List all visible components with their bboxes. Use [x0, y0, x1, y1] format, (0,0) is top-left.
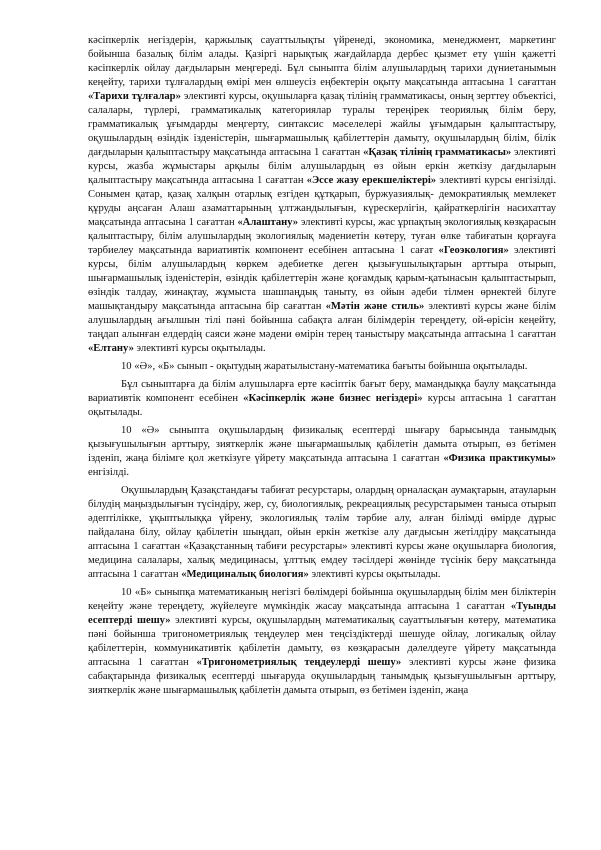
text-run: элективті курсы, оқушылардың математикалық сауаттылығын көтеру, математика пәні бойынша тригонометриялық теңдеулер мен теңсіздіктерді шешуде ойлау, логикалық ойлау қабілеттерін, коммуникативтік қабілетін дамыту, өз көзқарасын дәлелдеуге үйрету мақсатында аптасына 1 сағаттан [88, 615, 556, 668]
text-run: элективті курсы, жас ұрпақтың экологиялық көзқарасын қалыптастыру, білім алушылардың экологиялық мәдениетін көтеру, туған өлке табиғатын қорғауға тәрбиелеу мақсатында вариативтік компонент есебінен аптасына 1 сағат [88, 217, 556, 256]
text-run: Оқушылардың Қазақстандағы табиғат ресурстары, олардың орналасқан аумақтарын, атауларын білудің маңыздылығын түсіндіру, жер, су, биологиялық, рекреациялық ресурстарымен таныса отырып әдептілікке, ұқыптылыққа үйрену, экологиялық тәлім тәрбие алу, алған білімді өмірде дұрыс пайдалана білу, ойлау қабілетін шыңдап, ойын еркін жеткізе алу дағдысын жетілдіру мақсатында аптасына 1 сағаттан «Қазақстанның табиғи ресурстары» элективті курсы және оқушыларға биология, медицина салалары, халық медицинасы, ұлттық емдеу тәсілдері жөнінде түсінік беру мақсатында аптасына 1 сағаттан [88, 485, 556, 580]
text-run: элективті курсы, жазба жұмыстары арқылы білім алушылардың өз ойын еркін жеткізу дағдыларын қалыптастыру мақсатында аптасына 1 сағаттан [88, 147, 556, 186]
paragraph [88, 484, 556, 582]
text-run: элективті курсы және физика сабақтарында физикалық есептерді шығаруда оқушылардың танымдық қызығушылығын арттыру, зияткерлік және шығармашылық қабілетін дамыта отырып, өз бетімен ізденіп, жаңа [88, 657, 556, 696]
text-run: Бұл сыныптарға да білім алушыларға ерте кәсіптік бағыт беру, мамандыққа баулу мақсатында вариативтік компонент есебінен [88, 379, 556, 404]
bold-course-title: «Мәтін және стиль» [325, 301, 425, 312]
paragraph [88, 586, 556, 698]
text-run: элективті курсы, білім алушылардың көркем әдебиетке деген қызығушылықтарын арттыра отырып, шығармашылық ізденістерін, өзіндік қабілеттерін және қоғамдық қарым-қатынасын қалыптастырып, өзіндік талдау, жинақтау, жұмыста шашпаңдық таныту, өз ойын әдеби тілмен өрнектей білуге машықтандыру мақсатында аптасына бір сағаттан [88, 245, 556, 312]
paragraph [88, 360, 556, 374]
text-run: курсы аптасына 1 сағаттан оқытылады. [88, 393, 556, 418]
bold-course-title: «Кәсіпкерлік және бизнес негіздері» [243, 393, 423, 404]
text-run: элективті курсы енгізілді. Сонымен қатар, қазақ халқын отарлық езгіден құтқарып, буржуазиялық- демократиялық мемлекет құруды аңсаған Алаш азаматтарының ұлтжандылығын, күрескерлігін, қайраткерлігін насихаттау мақсатында аптасына 1 сағаттан [88, 175, 556, 228]
text-run: элективті курсы оқытылады. [133, 343, 266, 354]
bold-course-title: «Тарихи тұлғалар» [88, 91, 181, 102]
bold-course-title: «Тригонометриялық теңдеулерді шешу» [196, 657, 402, 668]
document-page [88, 34, 556, 698]
bold-course-title: «Физика практикумы» [443, 453, 556, 464]
text-run: элективті курсы, оқушыларға қазақ тілінің грамматикасы, оның зерттеу объектісі, салалары, түрлері, грамматикалық категориялар туралы тереңірек теориялық білім беру, грамматикалық ұғымдарды меңгерту, синтаксис мәселелері жайлы ұғымдарын қалыптастыру, оқушылардың өзіндік ізденістерін, шығармашылық қабілеттерін дамыту, оқушылардың білім, білік дағдыларын қалыптастыру мақсатында аптасына 1 сағаттан [88, 91, 556, 158]
bold-course-title: «Елтану» [88, 343, 134, 354]
text-run: 10 «Ә», «Б» сынып - оқытудың жаратылыстану-математика бағыты бойынша оқытылады. [121, 361, 528, 372]
paragraph [88, 378, 556, 420]
bold-course-title: «Геоэкология» [438, 245, 509, 256]
bold-course-title: «Алаштану» [237, 217, 299, 228]
bold-course-title: «Медициналық биология» [181, 569, 309, 580]
text-run: элективті курсы және білім алушылардың ағылшын тілі пәні бойынша сабақта алған білімдерін тереңдету, ой-өрісін кеңейту, таңдап алынған елдердің саяси және мәдени өмірін терең таныстыру мақсатында аптасына 1 сағаттан [88, 301, 557, 340]
text-run: 10 «Б» сыныпқа математиканың негізгі бөлімдері бойынша оқушылардың білім мен біліктерін кеңейту және тереңдету, жүйелеуге мүмкіндік жасау мақсатында аптасына 1 сағаттан [88, 587, 556, 612]
text-run: 10 «Ә» сыныпта оқушылардың физикалық есептерді шығару барысында танымдық қызығушылығын арттыру, зияткерлік және шығармашылық қабілетін дамыта отырып, өз бетімен ізденіп, жаңа білімге қол жеткізуге үйрету мақсатында аптасына 1 сағаттан [88, 425, 556, 464]
text-run: элективті курсы оқытылады. [308, 569, 441, 580]
paragraph [88, 424, 556, 480]
paragraph [88, 34, 556, 356]
bold-course-title: «Туынды есептерді шешу» [88, 601, 556, 626]
text-run: кәсіпкерлік негіздерін, қаржылық сауаттылықты үйренеді, экономика, менеджмент, маркетинг бойынша базалық білім алады. Қазіргі нарықтық жағдайларда дербес қызмет ету үшін қажетті кәсіпкерлік ойлау дағдыларын меңгереді. Бұл сыныпта білім алушылардың тарихи дүниетанымын кеңейту, тарихи тұлғалардың өмірі мен өлшеусіз еңбектерін оқыту мақсатында аптасына 1 сағаттан [88, 35, 556, 88]
bold-course-title: «Эссе жазу ерекшеліктері» [306, 175, 437, 186]
text-run: енгізілді. [88, 467, 130, 478]
bold-course-title: «Қазақ тілінің грамматикасы» [363, 147, 512, 158]
